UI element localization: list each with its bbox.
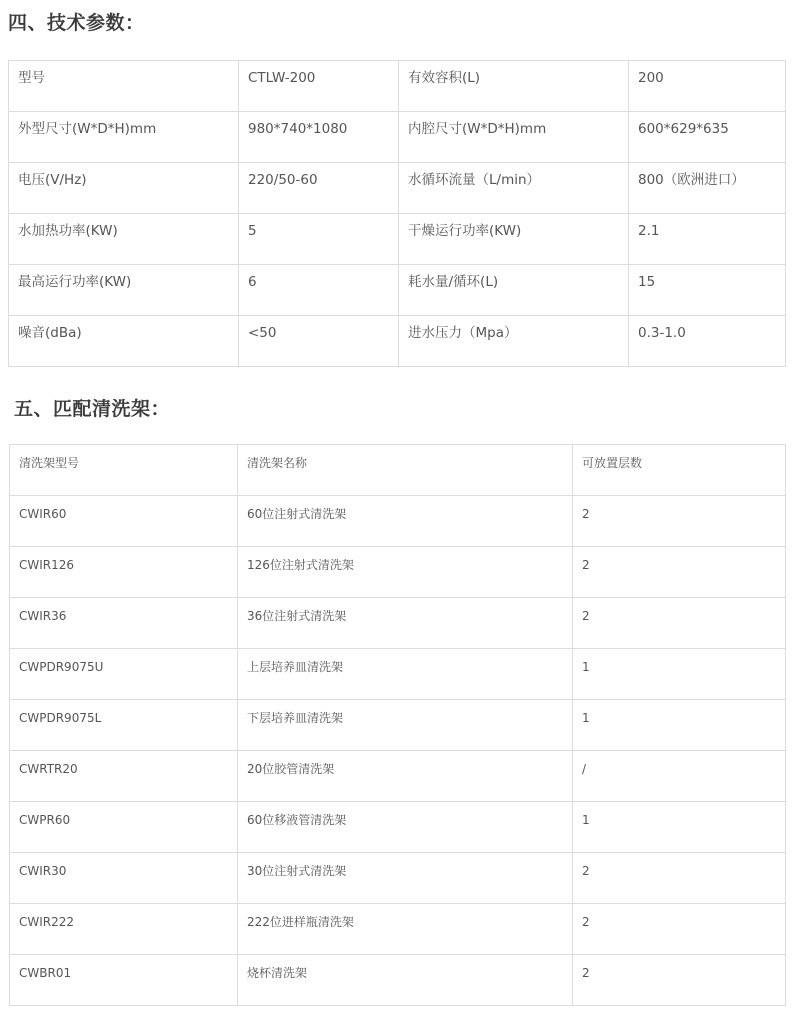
rack-model: CWPDR9075U <box>10 649 238 700</box>
rack-name: 222位进样瓶清洗架 <box>238 904 573 955</box>
rack-model: CWPR60 <box>10 802 238 853</box>
rack-layers: 2 <box>573 547 786 598</box>
param-value: 6 <box>239 265 399 316</box>
table-row <box>10 751 786 802</box>
rack-model: CWIR222 <box>10 904 238 955</box>
param-label: 内腔尺寸(W*D*H)mm <box>399 112 629 163</box>
table-row <box>9 112 786 163</box>
rack-layers: 1 <box>573 700 786 751</box>
section-4-title: 四、技术参数： <box>8 12 145 34</box>
param-value: 15 <box>629 265 786 316</box>
param-label: 电压(V/Hz) <box>9 163 239 214</box>
column-header: 清洗架名称 <box>238 445 573 496</box>
technical-parameters-table <box>8 60 786 367</box>
column-header: 可放置层数 <box>573 445 786 496</box>
rack-name: 60位注射式清洗架 <box>238 496 573 547</box>
param-label: 外型尺寸(W*D*H)mm <box>9 112 239 163</box>
table-row <box>9 163 786 214</box>
matching-racks-table <box>9 444 786 1006</box>
rack-layers: 2 <box>573 904 786 955</box>
column-header: 清洗架型号 <box>10 445 238 496</box>
rack-name: 烧杯清洗架 <box>238 955 573 1006</box>
param-label: 型号 <box>9 61 239 112</box>
table-row <box>9 214 786 265</box>
param-label: 耗水量/循环(L) <box>399 265 629 316</box>
param-label: 水循环流量（L/min） <box>399 163 629 214</box>
section-5-title: 五、匹配清洗架： <box>14 398 171 420</box>
param-value: CTLW-200 <box>239 61 399 112</box>
rack-layers: 1 <box>573 649 786 700</box>
table-row <box>10 496 786 547</box>
table-row <box>9 265 786 316</box>
table-row <box>10 853 786 904</box>
rack-name: 126位注射式清洗架 <box>238 547 573 598</box>
param-value: 2.1 <box>629 214 786 265</box>
rack-model: CWIR60 <box>10 496 238 547</box>
table-row <box>10 802 786 853</box>
rack-name: 60位移液管清洗架 <box>238 802 573 853</box>
table-row <box>10 955 786 1006</box>
rack-model: CWPDR9075L <box>10 700 238 751</box>
param-label: 进水压力（Mpa） <box>399 316 629 367</box>
param-value: 200 <box>629 61 786 112</box>
table-row <box>10 598 786 649</box>
param-value: 5 <box>239 214 399 265</box>
rack-model: CWIR30 <box>10 853 238 904</box>
table-header-row <box>10 445 786 496</box>
rack-layers: 1 <box>573 802 786 853</box>
table-row <box>10 649 786 700</box>
rack-model: CWBR01 <box>10 955 238 1006</box>
rack-layers: 2 <box>573 955 786 1006</box>
param-label: 噪音(dBa) <box>9 316 239 367</box>
rack-model: CWIR126 <box>10 547 238 598</box>
table-row <box>10 904 786 955</box>
table-row <box>9 61 786 112</box>
rack-model: CWRTR20 <box>10 751 238 802</box>
rack-name: 36位注射式清洗架 <box>238 598 573 649</box>
table-row <box>9 316 786 367</box>
param-label: 最高运行功率(KW) <box>9 265 239 316</box>
param-label: 水加热功率(KW) <box>9 214 239 265</box>
table-row <box>10 700 786 751</box>
param-value: 980*740*1080 <box>239 112 399 163</box>
rack-name: 下层培养皿清洗架 <box>238 700 573 751</box>
param-value: 220/50-60 <box>239 163 399 214</box>
rack-model: CWIR36 <box>10 598 238 649</box>
param-value: 800（欧洲进口） <box>629 163 786 214</box>
rack-layers: 2 <box>573 598 786 649</box>
rack-layers: / <box>573 751 786 802</box>
param-label: 干燥运行功率(KW) <box>399 214 629 265</box>
param-value: <50 <box>239 316 399 367</box>
param-value: 0.3-1.0 <box>629 316 786 367</box>
rack-name: 上层培养皿清洗架 <box>238 649 573 700</box>
rack-layers: 2 <box>573 496 786 547</box>
rack-name: 30位注射式清洗架 <box>238 853 573 904</box>
rack-name: 20位胶管清洗架 <box>238 751 573 802</box>
table-row <box>10 547 786 598</box>
param-label: 有效容积(L) <box>399 61 629 112</box>
param-value: 600*629*635 <box>629 112 786 163</box>
rack-layers: 2 <box>573 853 786 904</box>
